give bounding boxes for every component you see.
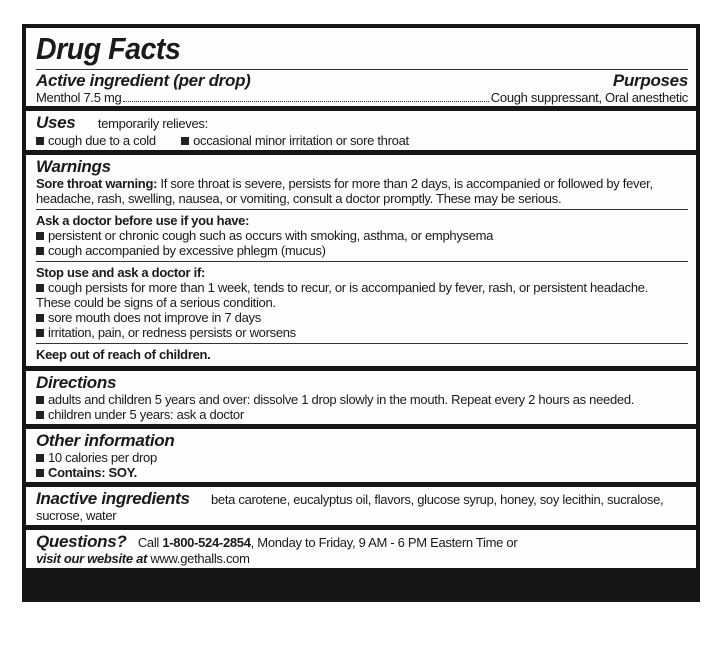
ingredient-name: Menthol 7.5 mg [36,90,122,105]
sore-throat-warning [36,176,688,206]
sore-throat-label: Sore throat warning: [36,176,158,191]
uses-item: occasional minor irritation or sore throat [193,133,409,148]
website-link[interactable]: www.gethalls.com [150,551,250,566]
bullet-icon [36,137,44,145]
purposes-heading: Purposes [612,71,688,90]
directions-section [26,371,696,424]
bullet-icon [181,137,189,145]
bullet-icon [36,284,44,292]
other-info-item: 10 calories per drop [48,450,157,465]
drug-facts-label [22,24,700,602]
divider [36,209,688,210]
warnings-section [26,155,696,366]
bullet-icon [36,247,44,255]
bullet-icon [36,469,44,477]
active-ingredient-row [36,90,688,105]
contains-allergen: Contains: SOY. [48,465,137,480]
uses-heading: Uses [36,113,76,132]
uses-item: cough due to a cold [48,133,156,148]
uses-intro: temporarily relieves: [97,116,208,131]
website-label: visit our website at [36,551,148,566]
questions-section [26,530,696,568]
stop-use-item: irritation, pain, or redness persists or worsens [48,325,296,340]
other-information-section [26,429,696,482]
questions-heading: Questions? [36,532,127,551]
bullet-icon [36,454,44,462]
stop-use-heading: Stop use and ask a doctor if: [36,265,205,280]
bullet-icon [36,232,44,240]
call-prefix: Call [137,535,163,550]
bullet-icon [36,396,44,404]
active-ingredient-heading: Active ingredient (per drop) [36,71,251,90]
divider [36,343,688,344]
bullet-icon [36,411,44,419]
ingredient-purpose: Cough suppressant, Oral anesthetic [490,90,688,105]
dot-leader [123,101,488,102]
page-title: Drug Facts [36,31,181,66]
stop-use-item: sore mouth does not improve in 7 days [48,310,261,325]
directions-heading: Directions [36,373,117,392]
header-section [26,28,696,106]
uses-section [26,111,696,150]
keep-out-of-reach: Keep out of reach of children. [36,347,211,362]
inactive-ingredients-text: beta carotene, eucalyptus oil, flavors, glucose syrup, honey, soy lecithin, sucralose, sucrose, water [36,492,664,523]
ask-doctor-item: persistent or chronic cough such as occurs with smoking, asthma, or emphysema [48,228,494,243]
sore-throat-text: If sore throat is severe, persists for more than 2 days, is accompanied or followed by fever, headache, rash, swelling, nausea, or vomiting, consult a doctor promptly. These may be serious. [36,176,653,206]
bullet-icon [36,329,44,337]
bullet-icon [36,314,44,322]
inactive-ingredients-heading: Inactive ingredients [36,489,190,508]
divider [36,69,688,70]
other-information-heading: Other information [36,431,175,450]
directions-item: adults and children 5 years and over: dissolve 1 drop slowly in the mouth. Repeat every 2 hours as needed. [48,392,635,407]
stop-use-item: cough persists for more than 1 week, tends to recur, or is accompanied by fever, rash, or persistent headache. These could be signs of a serious condition. [36,280,649,310]
phone-number[interactable]: 1-800-524-2854 [162,535,251,550]
inactive-ingredients-section [26,487,696,525]
divider [36,261,688,262]
directions-item: children under 5 years: ask a doctor [48,407,244,422]
call-hours: , Monday to Friday, 9 AM - 6 PM Eastern Time or [250,535,518,550]
active-heading-row [36,71,688,90]
warnings-heading: Warnings [36,157,111,176]
ask-doctor-item: cough accompanied by excessive phlegm (mucus) [48,243,326,258]
ask-doctor-heading: Ask a doctor before use if you have: [36,213,250,228]
